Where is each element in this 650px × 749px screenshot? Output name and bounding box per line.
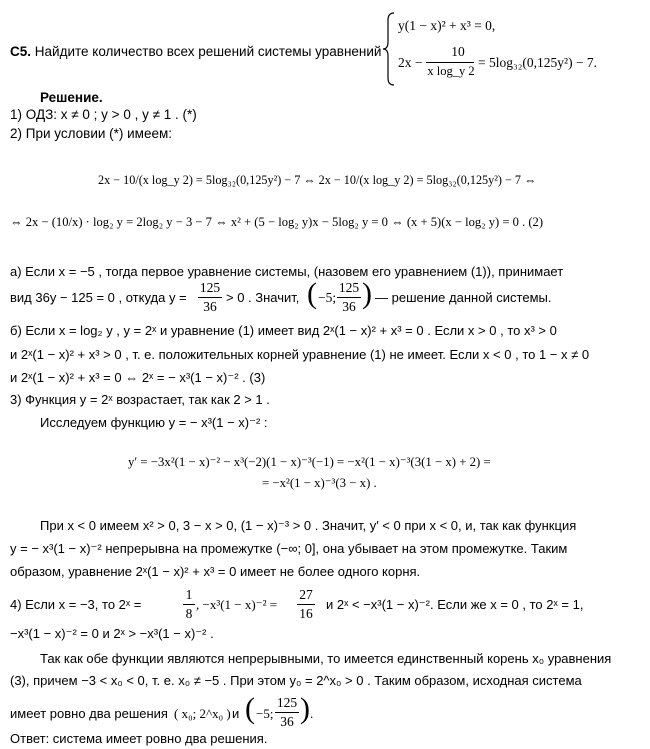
item4-line-1-post: и 2ˣ < −x³(1 − x)⁻². Если же x = 0 , то 2ˣ = 1, — [326, 597, 584, 612]
display-equation-1 — [98, 172, 568, 188]
solution-pair-2: −5; — [256, 706, 274, 721]
condition-line: 2) При условии (*) имеем: — [10, 126, 173, 141]
system-eq2-left: 2x − — [398, 55, 423, 70]
case-a-open-paren: ( — [307, 277, 317, 310]
conclusion-line: (3), причем −3 < x₀ < 0, т. е. x₀ ≠ −5 . При этом y₀ = 2^x₀ > 0 . Таким образом, исходная система — [10, 673, 582, 688]
derivative-line-2: = −x²(1 − x)⁻³(3 − x) . — [262, 476, 377, 490]
case-a-close-paren: ) — [362, 277, 372, 310]
paragraph-line-3: образом, уравнение 2ˣ(1 − x)² + x³ = 0 имеет не более одного корня. — [10, 564, 421, 579]
system-eq2-den: x log_y 2 — [427, 64, 475, 78]
item4-frac2-bar — [297, 604, 315, 605]
pair2-open-paren: ( — [245, 692, 255, 725]
case-a-line-1: а) Если x = −5 , тогда первое уравнение системы, (назовем его уравнением (1)), принимает — [10, 264, 564, 279]
paragraph-line-2: y = − x³(1 − x)⁻² непрерывна на промежутке (−∞; 0], она убывает на этом промежутке. Таким — [10, 541, 568, 556]
solution-heading: Решение. — [40, 90, 103, 105]
case-a-frac-bar — [198, 297, 222, 298]
case-a-line-2-pre: вид 36y − 125 = 0 , откуда y = — [10, 290, 187, 305]
and-word: и — [232, 706, 240, 721]
case-a-pair: −5; — [318, 290, 337, 305]
case-a-line-2-mid: > 0 . Значит, — [226, 290, 300, 305]
pair2-frac-bar — [275, 712, 299, 713]
item4-line-1-mid: , −x³(1 − x)⁻² = — [196, 597, 278, 612]
item4-frac1-den: 8 — [185, 606, 193, 621]
pair2-frac-num: 125 — [276, 695, 298, 710]
system-eq2-right: = 5log₃₂(0,125y²) − 7. — [478, 55, 598, 70]
odz-line: 1) ОДЗ: x ≠ 0 ; y > 0 , y ≠ 1 . (*) — [10, 107, 197, 122]
solution-pair-1: ( x₀; 2^x₀ ) — [174, 706, 231, 721]
pair2-close-paren: ) — [300, 692, 310, 725]
pair2-period: . — [310, 706, 314, 721]
case-a-pair-den: 36 — [342, 299, 356, 314]
item4-frac1-num: 1 — [185, 587, 193, 602]
case-a-line-2-post: — решение данной системы. — [375, 290, 552, 305]
system-brace — [382, 12, 396, 86]
pair2-frac-den: 36 — [280, 714, 294, 729]
investigate-line: Исследуем функцию y = − x³(1 − x)⁻² : — [40, 415, 268, 430]
case-a-frac-den: 36 — [203, 299, 217, 314]
case-a-pair-bar — [337, 297, 361, 298]
system-eq2-num: 10 — [451, 44, 465, 59]
derivative-line-1: y′ = −3x²(1 − x)⁻² − x³(−2)(1 − x)⁻³(−1) = −x²(1 − x)⁻³(3(1 − x) + 2) = — [128, 455, 491, 469]
function-line: 3) Функция y = 2ˣ возрастает, так как 2 > 1 . — [10, 392, 270, 407]
item4-frac2-den: 16 — [299, 606, 313, 621]
problem-statement — [10, 44, 381, 59]
item4-line-2: −x³(1 − x)⁻² = 0 и 2ˣ > −x³(1 − x)⁻² . — [10, 626, 214, 641]
problem-text: Найдите количество всех решений системы уравнений — [34, 44, 382, 59]
case-b-line-2: и 2ˣ(1 − x)² + x³ > 0 , т. е. положительных корней уравнение (1) не имеет. Если x < 0 , то 1 − x ≠ 0 — [10, 347, 590, 362]
paragraph-line-1: При x < 0 имеем x² > 0, 3 − x > 0, (1 − x)⁻³ > 0 . Значит, y′ < 0 при x < 0, и, так как функция — [40, 518, 577, 533]
display-equation-2: ⇔ 2x − (10/x) · log₂ y = 2log₂ y − 3 − 7 ⇔ x² + (5 − log₂ y)x − 5log₂ y = 0 ⇔ (x + 5)(x − log₂ y) = 0 . (2) — [10, 215, 544, 229]
case-b-line-1: б) Если x = log₂ y , y = 2ˣ и уравнение (1) имеет вид 2ˣ(1 − x)² + x³ = 0 . Если x > 0 , то x³ > 0 — [10, 323, 557, 338]
display-equation-1-text: 2x − 10/(x log_y 2) = 5log₃₂(0,125y²) − 7 ⇔ 2x − 10/(x log_y 2) = 5log₃₂(0,125y²) − 7 ⇔ — [98, 173, 537, 187]
case-a-frac-num: 125 — [199, 280, 221, 295]
case-a-pair-num: 125 — [338, 280, 360, 295]
item4-frac2-num: 27 — [299, 587, 313, 602]
continuity-line: Так как обе функции являются непрерывными, то имеется единственный корень x₀ уравнения — [40, 651, 612, 666]
system-eq1: y(1 − x)² + x³ = 0, — [398, 18, 496, 33]
item4-frac1-bar — [183, 604, 195, 605]
system-eq2-frac-bar — [426, 62, 474, 63]
two-solutions-pre: имеет ровно два решения — [10, 706, 168, 721]
case-b-line-3: и 2ˣ(1 − x)² + x³ = 0 ⇔ 2ˣ = − x³(1 − x)⁻² . (3) — [10, 370, 266, 385]
problem-label: C5. — [10, 44, 32, 59]
item4-line-1-pre: 4) Если x = −3, то 2ˣ = — [10, 597, 142, 612]
answer-line: Ответ: система имеет ровно два решения. — [10, 731, 268, 746]
